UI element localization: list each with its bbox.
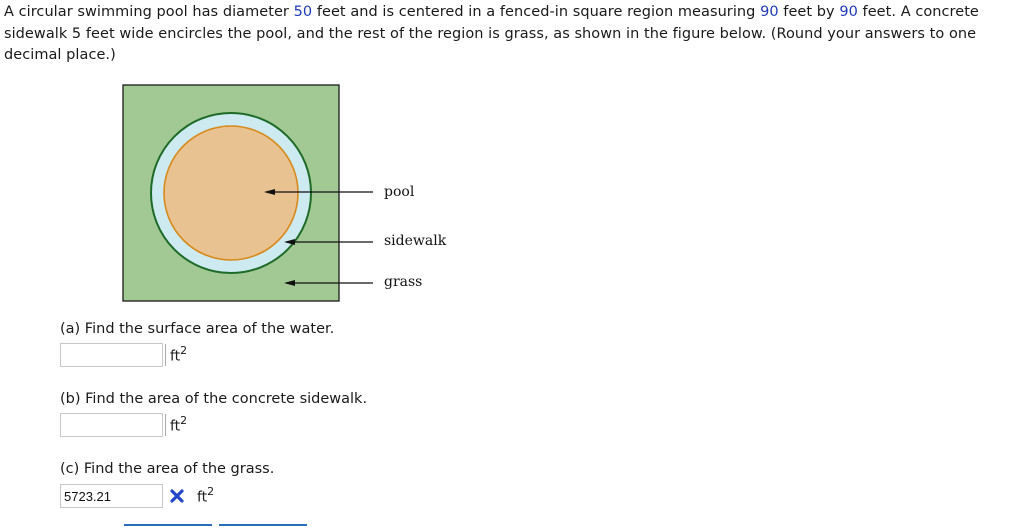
incorrect-x-glyph: [169, 488, 185, 504]
part-b-answer-input[interactable]: [60, 413, 163, 437]
unit-text: ft: [170, 418, 181, 435]
submit-button-edge[interactable]: [124, 524, 212, 528]
part-a-answer-row: [60, 343, 187, 367]
unit-divider: [165, 344, 166, 366]
problem-text-part: feet by: [778, 4, 840, 20]
unit-text: ft: [170, 348, 181, 365]
grass-label: grass: [384, 274, 423, 290]
pool-diagram: [118, 80, 458, 306]
unit-exponent: 2: [180, 414, 188, 428]
unit-text: ft: [197, 489, 208, 506]
unit-divider: [165, 414, 166, 436]
part-b-answer-row: [60, 413, 187, 437]
part-a-answer-input[interactable]: [60, 343, 163, 367]
pool-label: pool: [384, 184, 415, 200]
region-side-b-value: 90: [839, 4, 858, 20]
sidewalk-label: sidewalk: [384, 233, 447, 249]
pool-circle: [164, 126, 298, 260]
incorrect-x-icon: [169, 488, 185, 504]
unit-exponent: 2: [207, 485, 215, 499]
unit-exponent: 2: [180, 344, 188, 358]
part-a-prompt: (a) Find the surface area of the water.: [60, 321, 335, 337]
part-b-unit: [170, 415, 187, 435]
region-side-a-value: 90: [760, 4, 779, 20]
part-b-prompt: (b) Find the area of the concrete sidewalk.: [60, 391, 368, 407]
pool-diameter-value: 50: [293, 4, 313, 20]
problem-text-part: A circular swimming pool has diameter: [4, 4, 294, 20]
part-c-prompt: (c) Find the area of the grass.: [60, 461, 275, 477]
secondary-button-edge[interactable]: [219, 524, 307, 528]
problem-statement: [4, 2, 1020, 67]
part-c-answer-row: [60, 484, 214, 508]
pool-figure: [118, 80, 458, 306]
part-c-answer-input[interactable]: [60, 484, 163, 508]
problem-text-part: feet and is centered in a fenced-in square region measuring: [312, 4, 761, 20]
part-c-unit: [197, 486, 214, 506]
problem-text-part: feet. A concrete sidewalk 5 feet wide encircles the pool, and the rest of the region is grass, as shown in the figure below. (Round your answers to one decimal place.): [4, 4, 979, 63]
part-a-unit: [170, 345, 187, 365]
